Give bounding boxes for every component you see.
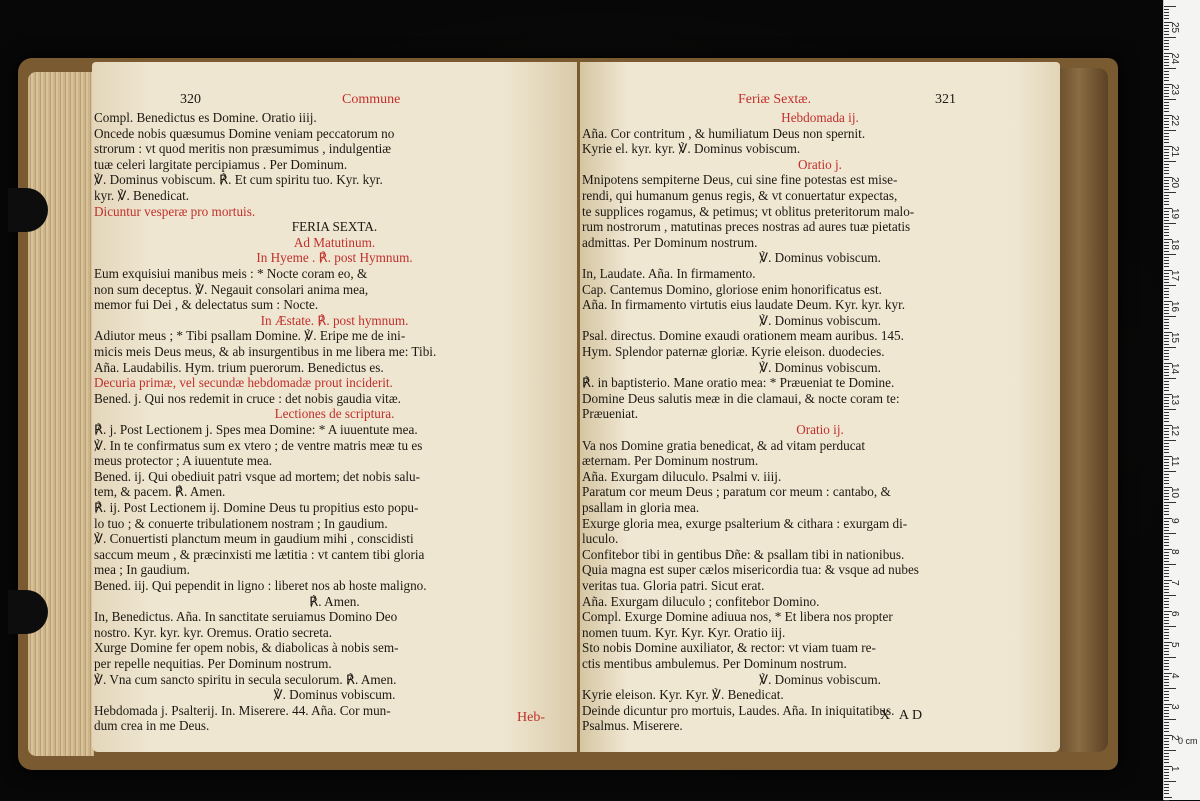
- ruler-tick: [1164, 719, 1176, 720]
- ruler-tick: [1164, 105, 1169, 106]
- text-line: Psal. directus. Domine exaudi orationem meam auribus. 145.: [582, 328, 904, 344]
- ruler-tick: [1164, 629, 1169, 630]
- ruler-label: 17: [1169, 270, 1180, 282]
- ruler-tick: [1164, 133, 1169, 134]
- text-line: ℟. j. Post Lectionem j. Spes mea Domine: * A iuuentute mea.: [94, 422, 418, 437]
- ruler-tick: [1164, 483, 1169, 484]
- ruler-label: 3: [1169, 704, 1180, 710]
- ruler-label: 2: [1169, 735, 1180, 741]
- text-line: ℣. Dominus vobiscum.: [273, 687, 396, 703]
- ruler-tick: [1164, 449, 1169, 450]
- text-line: Psalmus. Miserere.: [582, 718, 683, 734]
- ruler-tick: [1164, 511, 1169, 512]
- ruler-tick: [1164, 350, 1169, 351]
- text-line: In, Benedictus. Aña. In sanctitate seruiamus Domino Deo: [94, 609, 398, 625]
- ruler-tick: [1164, 223, 1176, 224]
- page-number: 321: [935, 92, 956, 107]
- ruler-tick: [1164, 375, 1169, 376]
- text-line: Cap. Cantemus Domino, gloriose enim honorificatus est.: [582, 281, 882, 297]
- ruler-tick: [1164, 477, 1169, 478]
- ruler-tick: [1164, 263, 1169, 264]
- ruler-tick: [1164, 437, 1169, 438]
- ruler-tick: [1164, 536, 1169, 537]
- text-line: In Æstate. ℟. post hymnum.: [260, 312, 409, 328]
- ruler-tick: [1164, 325, 1169, 326]
- ruler-label: 23: [1169, 84, 1180, 96]
- ruler-tick: [1164, 359, 1169, 360]
- ruler-tick: [1164, 468, 1169, 469]
- text-line: ℣. Dominus vobiscum.: [759, 671, 881, 687]
- ruler-tick: [1164, 80, 1169, 81]
- text-line: Quia magna est super cælos misericordia tua: & vsque ad nubes: [582, 562, 919, 578]
- ruler-label: 24: [1169, 53, 1180, 65]
- ruler-tick: [1164, 716, 1169, 717]
- text-line: ℣. Dominus vobiscum.: [759, 359, 881, 375]
- ruler-tick: [1164, 170, 1169, 171]
- ruler-tick: [1164, 592, 1169, 593]
- ruler-tick: [1164, 499, 1169, 500]
- ruler-tick: [1164, 632, 1169, 633]
- ruler-tick: [1164, 260, 1169, 261]
- ruler-tick: [1164, 226, 1169, 227]
- text-line: Oratio j.: [798, 156, 842, 172]
- ruler-tick: [1164, 654, 1169, 655]
- text-line: Deinde dicuntur pro mortuis, Laudes. Aña. In iniquitatibus.: [582, 702, 895, 718]
- ruler-tick: [1164, 257, 1169, 258]
- ruler-tick: [1164, 316, 1176, 317]
- ruler-tick: [1164, 638, 1169, 639]
- text-line: Mnipotens sempiterne Deus, cui sine fine potestas est mise-: [582, 172, 898, 188]
- text-line: Compl. Exurge Domine adiuua nos, * Et libera nos propter: [582, 609, 893, 625]
- ruler-label: 20: [1169, 177, 1180, 189]
- ruler-label: 19: [1169, 208, 1180, 220]
- ruler-tick: [1164, 353, 1169, 354]
- ruler-tick: [1164, 533, 1176, 534]
- text-line: ℟. Amen.: [309, 593, 360, 609]
- ruler-tick: [1164, 747, 1169, 748]
- text-line: Ad Matutinum.: [293, 234, 376, 250]
- ruler-tick: [1164, 508, 1169, 509]
- text-line: non sum deceptus. ℣. Negauit consolari anima mea,: [94, 281, 369, 297]
- ruler-tick: [1164, 387, 1169, 388]
- ruler-tick: [1164, 480, 1169, 481]
- text-line: Va nos Domine gratia benedicat, & ad vitam perducat: [582, 437, 866, 453]
- ruler-tick: [1164, 384, 1169, 385]
- ruler-tick: [1164, 232, 1169, 233]
- ruler-tick: [1164, 49, 1169, 50]
- ruler-tick: [1164, 34, 1169, 35]
- text-line: ℟. in baptisterio. Mane oratio mea: * Præueniat te Domine.: [582, 375, 895, 391]
- ruler-tick: [1164, 65, 1169, 66]
- ruler-tick: [1164, 759, 1169, 760]
- ruler-tick: [1164, 502, 1176, 503]
- text-line: Hebdomada ij.: [781, 110, 859, 125]
- text-line: luculo.: [582, 531, 619, 547]
- text-line: Compl. Benedictus es Domine. Oratio iiij.: [94, 110, 317, 125]
- ruler-tick: [1164, 412, 1169, 413]
- text-line: tem, & pacem. ℟. Amen.: [94, 484, 226, 500]
- ruler-tick: [1164, 356, 1169, 357]
- page-number: 320: [180, 92, 201, 107]
- ruler-tick: [1164, 167, 1169, 168]
- page-edges-left: [28, 72, 94, 756]
- text-line: kyr. ℣. Benedicat.: [94, 188, 190, 203]
- ruler-tick: [1164, 790, 1169, 791]
- text-line: Domine Deus salutis meæ in die clamaui, & nocte coram te:: [582, 390, 900, 406]
- ruler-tick: [1164, 9, 1169, 10]
- running-head: Feriæ Sextæ.: [738, 92, 812, 107]
- ruler-label: 7: [1169, 580, 1180, 586]
- ruler-tick: [1164, 663, 1169, 664]
- ruler-label: 25: [1169, 22, 1180, 34]
- ruler-tick: [1164, 43, 1169, 44]
- ruler-tick: [1164, 251, 1169, 252]
- ruler-tick: [1164, 291, 1169, 292]
- ruler-tick: [1164, 682, 1169, 683]
- text-line: ctis mentibus ambulemus. Per Dominum nostrum.: [582, 656, 847, 671]
- ruler-tick: [1164, 68, 1176, 69]
- ruler-label: 6: [1169, 611, 1180, 617]
- ruler-label: 1: [1169, 766, 1180, 772]
- ruler-tick: [1164, 561, 1169, 562]
- text-line: memor fui Dei , & delectatus sum : Nocte.: [94, 297, 319, 313]
- text-line: Aña. Laudabilis. Hym. trium puerorum. Benedictus es.: [94, 359, 384, 375]
- text-line: ℣. Vna cum sancto spiritu in secula seculorum. ℟. Amen.: [94, 671, 397, 687]
- ruler-tick: [1164, 595, 1176, 596]
- ruler-tick: [1164, 74, 1169, 75]
- ruler-tick: [1164, 96, 1169, 97]
- ruler-tick: [1164, 452, 1169, 453]
- text-line: ℣. Dominus vobiscum. ℟. Et cum spiritu tuo. Kyr. kyr.: [94, 172, 383, 188]
- text-line: psallam in gloria mea.: [582, 500, 700, 515]
- ruler-tick: [1164, 229, 1169, 230]
- ruler-tick: [1164, 201, 1169, 202]
- ruler-tick: [1164, 775, 1169, 776]
- ruler-tick: [1164, 77, 1169, 78]
- ruler-tick: [1164, 254, 1176, 255]
- ruler-tick: [1164, 784, 1169, 785]
- text-line: rendi, qui humanum genus regis, & vt conuertatur expectas,: [582, 188, 898, 203]
- ruler-tick: [1164, 725, 1169, 726]
- ruler-tick: [1164, 195, 1169, 196]
- ruler-label: 15: [1169, 332, 1180, 344]
- ruler-tick: [1164, 762, 1169, 763]
- catchword: Heb-: [517, 710, 545, 725]
- text-line: æternam. Per Dominum nostrum.: [582, 453, 759, 469]
- ruler-tick: [1164, 505, 1169, 506]
- ruler-tick: [1164, 282, 1169, 283]
- ruler-tick: [1164, 173, 1169, 174]
- text-line: Aña. Exurgam diluculo ; confitebor Domino.: [582, 593, 820, 609]
- ruler-tick: [1164, 99, 1176, 100]
- ruler-tick: [1164, 164, 1169, 165]
- text-line: nomen tuum. Kyr. Kyr. Kyr. Oratio iij.: [582, 624, 786, 640]
- ruler-tick: [1164, 598, 1169, 599]
- ruler-tick: [1164, 192, 1176, 193]
- ruler-tick: [1164, 781, 1176, 782]
- ruler-tick: [1164, 127, 1169, 128]
- text-line: Præueniat.: [582, 406, 639, 422]
- ruler-tick: [1164, 728, 1169, 729]
- text-line: Bened. iij. Qui pependit in ligno : liberet nos ab hoste maligno.: [94, 578, 427, 593]
- ruler-tick: [1164, 111, 1169, 112]
- ruler-tick: [1164, 46, 1169, 47]
- text-line: In, Laudate. Aña. In firmamento.: [582, 266, 756, 281]
- ruler-tick: [1164, 409, 1176, 410]
- text-line: veritas tua. Gloria patri. Sicut erat.: [582, 578, 765, 593]
- ruler-tick: [1164, 288, 1169, 289]
- ruler-tick: [1164, 756, 1169, 757]
- ruler-tick: [1164, 744, 1169, 745]
- ruler-tick: [1164, 189, 1169, 190]
- ruler-label: 22: [1169, 115, 1180, 127]
- ruler-tick: [1164, 620, 1169, 621]
- text-line: Hym. Splendor paternæ gloriæ. Kyrie eleison. duodecies.: [582, 344, 885, 359]
- ruler-tick: [1164, 731, 1169, 732]
- text-line: tuæ celeri largitate percipiamus . Per Dominum.: [94, 156, 348, 172]
- ruler-tick: [1164, 158, 1169, 159]
- ruler-tick: [1164, 573, 1169, 574]
- ruler-tick: [1164, 722, 1169, 723]
- ruler-tick: [1164, 700, 1169, 701]
- ruler-tick: [1164, 694, 1169, 695]
- text-line: Kyrie el. kyr. kyr. ℣. Dominus vobiscum.: [582, 141, 801, 157]
- ruler-label: 5: [1169, 642, 1180, 648]
- ruler-tick: [1164, 750, 1176, 751]
- ruler-unit: 0 cm: [1178, 736, 1198, 746]
- ruler-tick: [1164, 15, 1169, 16]
- ruler-tick: [1164, 604, 1169, 605]
- ruler-tick: [1164, 797, 1172, 798]
- ruler-label: 14: [1169, 363, 1180, 375]
- text-line: nostro. Kyr. kyr. kyr. Oremus. Oratio secreta.: [94, 624, 333, 640]
- ruler-tick: [1164, 285, 1176, 286]
- text-line: Exurge gloria mea, exurge psalterium & cithara : exurgam di-: [582, 515, 908, 531]
- ruler-tick: [1164, 344, 1169, 345]
- text-line: ℣. In te confirmatus sum ex vtero ; de ventre matris meæ tu es: [94, 437, 423, 453]
- text-line: Paratum cor meum Deus ; paratum cor meum : cantabo, &: [582, 484, 891, 500]
- text-line: Sto nobis Domine auxiliator, & rector: vt viam tuam re-: [582, 640, 876, 656]
- text-line: Dicuntur vesperæ pro mortuis.: [94, 203, 256, 219]
- ruler-tick: [1164, 415, 1169, 416]
- ruler-tick: [1164, 235, 1169, 236]
- text-line: FERIA SEXTA.: [291, 219, 378, 235]
- ruler-tick: [1164, 691, 1169, 692]
- text-line: te supplices rogamus, & petimus; vt oblitus preteritorum malo-: [582, 203, 915, 219]
- ruler-tick: [1164, 6, 1176, 7]
- text-line: Aña. In firmamento virtutis eius laudate Deum. Kyr. kyr. kyr.: [582, 297, 906, 313]
- text-line: meus protector ; A iuuentute mea.: [94, 453, 272, 469]
- ruler-tick: [1164, 514, 1169, 515]
- ruler-tick: [1164, 390, 1169, 391]
- ruler-tick: [1164, 198, 1169, 199]
- text-line: admittas. Per Dominum nostrum.: [582, 234, 758, 250]
- ruler-tick: [1164, 635, 1169, 636]
- ruler-tick: [1164, 220, 1169, 221]
- ruler-label: 13: [1169, 394, 1180, 406]
- ruler-label: 18: [1169, 239, 1180, 251]
- ruler-tick: [1164, 297, 1169, 298]
- ruler-tick: [1164, 37, 1176, 38]
- text-line: Confitebor tibi in gentibus Dñe: & psallam tibi in nationibus.: [582, 546, 905, 562]
- ruler-label: 9: [1169, 518, 1180, 524]
- ruler-tick: [1164, 474, 1169, 475]
- ruler-tick: [1164, 136, 1169, 137]
- ruler-tick: [1164, 576, 1169, 577]
- ruler-tick: [1164, 71, 1169, 72]
- ruler-tick: [1164, 322, 1169, 323]
- ruler-tick: [1164, 685, 1169, 686]
- text-line: lo tuo ; & conuerte tribulationem nostram ; In gaudium.: [94, 515, 388, 531]
- ruler-tick: [1164, 626, 1176, 627]
- text-line: Xurge Domine fer opem nobis, & diabolicas à nobis sem-: [94, 640, 399, 656]
- ruler-tick: [1164, 660, 1169, 661]
- ruler-tick: [1164, 40, 1169, 41]
- ruler-tick: [1164, 381, 1169, 382]
- ruler-tick: [1164, 651, 1169, 652]
- ruler-tick: [1164, 527, 1169, 528]
- text-line: Oncede nobis quæsumus Domine veniam peccatorum no: [94, 125, 395, 141]
- ruler-tick: [1164, 657, 1176, 658]
- ruler-tick: [1164, 440, 1176, 441]
- ruler-tick: [1164, 102, 1169, 103]
- right-page: [580, 62, 1060, 752]
- text-line: Aña. Exurgam diluculo. Psalmi v. iiij.: [582, 468, 782, 484]
- ruler-tick: [1164, 347, 1176, 348]
- ruler-label: 10: [1169, 487, 1180, 499]
- text-line: Bened. j. Qui nos redemit in cruce : det nobis gaudia vitæ.: [94, 390, 401, 406]
- page-edges-right: [1060, 68, 1108, 752]
- ruler-tick: [1164, 406, 1169, 407]
- ruler-tick: [1164, 139, 1169, 140]
- ruler-tick: [1164, 607, 1169, 608]
- ruler-label: 16: [1169, 301, 1180, 313]
- ruler-tick: [1164, 567, 1169, 568]
- ruler-tick: [1164, 319, 1169, 320]
- ruler-label: 21: [1169, 146, 1180, 158]
- ruler-tick: [1164, 545, 1169, 546]
- text-line: Adiutor meus ; * Tibi psallam Domine. ℣. Eripe me de ini-: [94, 328, 406, 344]
- text-line: ℟. ij. Post Lectionem ij. Domine Deus tu propitius esto popu-: [94, 500, 419, 515]
- ruler-tick: [1164, 328, 1169, 329]
- text-line: Aña. Cor contritum , & humiliatum Deus non spernit.: [582, 125, 866, 141]
- ruler-tick: [1164, 108, 1169, 109]
- text-line: Lectiones de scriptura.: [274, 406, 395, 422]
- ruler-tick: [1164, 12, 1169, 13]
- ruler-tick: [1164, 378, 1176, 379]
- text-line: In Hyeme . ℟. post Hymnum.: [256, 250, 413, 266]
- ruler-tick: [1164, 542, 1169, 543]
- ruler-tick: [1164, 666, 1169, 667]
- ruler-tick: [1164, 787, 1169, 788]
- text-line: micis meis Deus meus, & ab insurgentibus in me libera me: Tibi.: [94, 344, 437, 359]
- text-line: Kyrie eleison. Kyr. Kyr. ℣. Benedicat.: [582, 687, 784, 703]
- text-line: Eum exquisiui manibus meis : * Nocte coram eo, &: [94, 266, 368, 281]
- ruler-tick: [1164, 688, 1176, 689]
- text-line: Bened. ij. Qui obediuit patri vsque ad mortem; det nobis salu-: [94, 468, 420, 484]
- ruler-tick: [1164, 570, 1169, 571]
- text-line: dum crea in me Deus.: [94, 718, 210, 734]
- text-line: per repelle nequitias. Per Dominum nostrum.: [94, 656, 332, 671]
- ruler-tick: [1164, 443, 1169, 444]
- text-line: Hebdomada j. Psalterij. In. Miserere. 44. Aña. Cor mun-: [94, 702, 391, 718]
- ruler-tick: [1164, 204, 1169, 205]
- ruler-tick: [1164, 130, 1176, 131]
- ruler-tick: [1164, 778, 1169, 779]
- left-page: [92, 62, 577, 752]
- ruler-tick: [1164, 530, 1169, 531]
- ruler-tick: [1164, 558, 1169, 559]
- ruler-tick: [1164, 601, 1169, 602]
- ruler-label: 12: [1169, 425, 1180, 437]
- text-line: ℣. Dominus vobiscum.: [759, 312, 881, 328]
- text-line: ℣. Dominus vobiscum.: [759, 250, 881, 266]
- measurement-ruler: [1163, 0, 1200, 800]
- ruler-label: 8: [1169, 549, 1180, 555]
- ruler-tick: [1164, 18, 1169, 19]
- ruler-tick: [1164, 294, 1169, 295]
- ruler-tick: [1164, 313, 1169, 314]
- text-line: saccum meum , & præcinxisti me lætitia : vt cantem tibi gloria: [94, 546, 425, 562]
- ruler-tick: [1164, 446, 1169, 447]
- text-line: ℣. Conuertisti planctum meum in gaudium mihi , conscidisti: [94, 531, 414, 547]
- ruler-tick: [1164, 266, 1169, 267]
- text-line: mea ; In gaudium.: [94, 562, 190, 578]
- ruler-tick: [1164, 539, 1169, 540]
- ruler-label: 4: [1169, 673, 1180, 679]
- text-line: rum nostrorum , matutinas preces nostras ad aures tuæ pietatis: [582, 219, 911, 235]
- ruler-tick: [1164, 142, 1169, 143]
- ruler-tick: [1164, 793, 1169, 794]
- text-line: Oratio ij.: [796, 422, 844, 437]
- ruler-tick: [1164, 418, 1169, 419]
- ruler-tick: [1164, 697, 1169, 698]
- ruler-tick: [1164, 161, 1176, 162]
- ruler-tick: [1164, 564, 1176, 565]
- ruler-tick: [1164, 589, 1169, 590]
- text-line: strorum : vt quod meritis non præsumimus , indulgentiæ: [94, 141, 392, 157]
- running-head: Commune: [342, 92, 401, 107]
- ruler-tick: [1164, 669, 1169, 670]
- ruler-tick: [1164, 713, 1169, 714]
- ruler-tick: [1164, 623, 1169, 624]
- ruler-tick: [1164, 471, 1176, 472]
- ruler-tick: [1164, 421, 1169, 422]
- signature-mark: X AD: [880, 708, 926, 723]
- text-line: Decuria primæ, vel secundæ hebdomadæ prout inciderit.: [94, 375, 393, 391]
- ruler-label: 11: [1169, 456, 1180, 467]
- ruler-tick: [1164, 753, 1169, 754]
